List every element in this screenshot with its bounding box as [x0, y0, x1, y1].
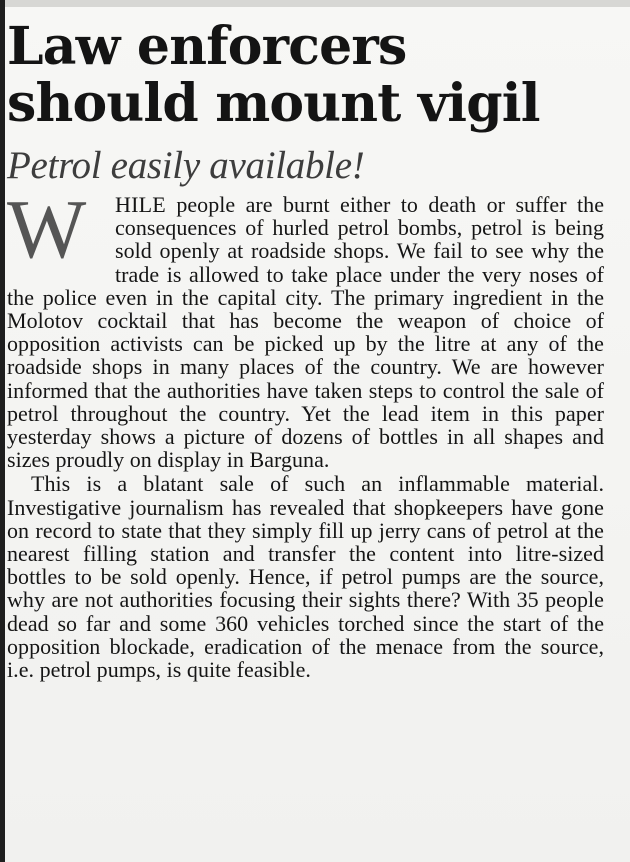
- article-paragraph-2: This is a blatant sale of such an inflammable material. Investigative journalism has revealed that shopkeepers have gone on record to state that they simply fill up jerry cans of petrol at the nearest filling station and transfer the content into litre-sized bottles to be sold openly. Hence, if petrol pumps are the source, why are not authorities focusing their sights there? With 35 people dead so far and some 360 vehicles torched since the start of the opposition blockade, eradication of the menace from the source, i.e. petrol pumps, is quite feasible.: [7, 471, 604, 683]
- lead-word: HILE: [115, 192, 166, 217]
- headline: Law enforcers should mount vigil: [7, 16, 540, 134]
- editorial-content: [7, 18, 604, 681]
- subheadline: Petrol easily available!: [7, 144, 365, 187]
- top-border: [0, 0, 630, 7]
- paragraph-1-text: people are burnt either to death or suffer the consequences of hurled petrol bombs, petrol is being sold openly at roadside shops. We fail to see why the trade is allowed to take place under the very noses of the police even in the capital city. The primary ingredient in the Molotov cocktail that has become the weapon of choice of opposition activists can be picked up by the litre at any of the roadside shops in many places of the country. We are however informed that the authorities have taken steps to control the sale of petrol throughout the country. Yet the lead item in this paper yesterday shows a picture of dozens of bottles in all shapes and sizes proudly on display in Barguna.: [7, 192, 604, 473]
- left-border: [0, 0, 5, 862]
- article-paragraph-1: [7, 183, 604, 473]
- drop-cap: W: [7, 183, 85, 276]
- article-body: [7, 183, 604, 683]
